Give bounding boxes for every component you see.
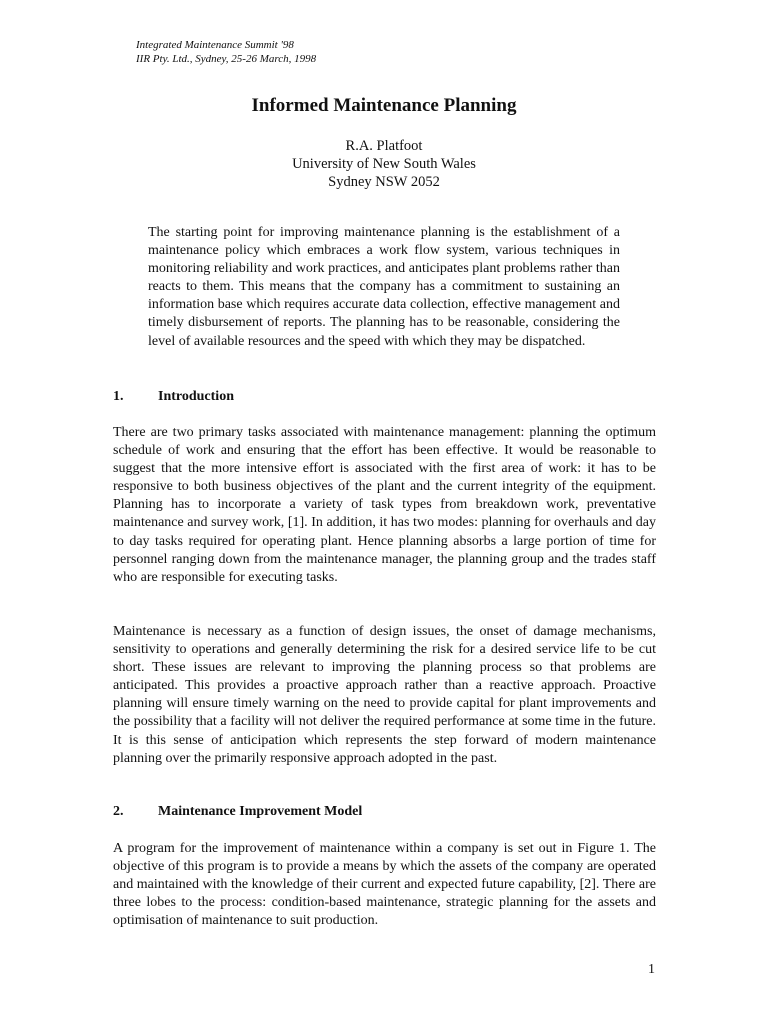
section-number: 2. bbox=[113, 804, 124, 819]
author-name: R.A. Platfoot bbox=[345, 138, 423, 154]
conference-header bbox=[136, 38, 316, 66]
author-block bbox=[0, 137, 768, 191]
section-number: 1. bbox=[113, 389, 124, 404]
conference-name: Integrated Maintenance Summit '98 bbox=[136, 39, 294, 51]
abstract: The starting point for improving maintenance planning is the establishment of a maintenance policy which embraces a work flow system, various techniques in monitoring reliability and work practices, and anticipates plant problems rather than reacts to them. This means that the company has a commitment to sustaining an information base which requires accurate data collection, effective management and timely disbursement of reports. The planning has to be reasonable, considering the level of available resources and the speed with which they may be dispatched. bbox=[148, 225, 620, 349]
paragraph: A program for the improvement of maintenance within a company is set out in Figure 1. The objective of this program is to provide a means by which the assets of the company are operated and maintained with the knowledge of their current and expected future capability, [2]. There are three lobes to the process: condition-based maintenance, strategic planning for the assets and optimisation of maintenance to suit production. bbox=[113, 841, 656, 929]
paragraph: Maintenance is necessary as a function of design issues, the onset of damage mechanisms, sensitivity to operations and generally determining the risk for a desired service life to be cut short. These issues are relevant to improving the planning process so that problems are anticipated. This provides a proactive approach rather than a reactive approach. Proactive planning will ensure timely warning on the need to provide capital for plant improvements and the possibility that a facility will not deliver the required performance at some time in the future. It is this sense of anticipation which represents the step forward of modern maintenance planning over the primarily responsive approach adopted in the past. bbox=[113, 624, 656, 766]
section-2-heading bbox=[113, 804, 362, 820]
paper-title: Informed Maintenance Planning bbox=[251, 95, 517, 116]
section-title: Maintenance Improvement Model bbox=[158, 804, 363, 819]
conference-details: IIR Pty. Ltd., Sydney, 25-26 March, 1998 bbox=[136, 53, 317, 65]
author-affiliation: University of New South Wales bbox=[292, 156, 476, 172]
paragraph: There are two primary tasks associated with maintenance management: planning the optimum schedule of work and ensuring that the effort has been effective. It would be reasonable to suggest that the more intensive effort is associated with the first area of work: it has to be responsive to both business objectives of the plant and the current integrity of the equipment. Planning has to incorporate a variety of task types from breakdown work, preventative maintenance and survey work, [1]. In addition, it has two modes: planning for overhauls and day to day tasks required for operating plant. Hence planning absorbs a large portion of time for personnel ranging down from the maintenance manager, the planning group and the trades staff who are responsible for executing tasks. bbox=[113, 425, 656, 585]
author-address: Sydney NSW 2052 bbox=[328, 174, 440, 190]
page-number: 1 bbox=[648, 962, 655, 977]
section-1-heading bbox=[113, 389, 234, 405]
section-title: Introduction bbox=[158, 389, 234, 404]
